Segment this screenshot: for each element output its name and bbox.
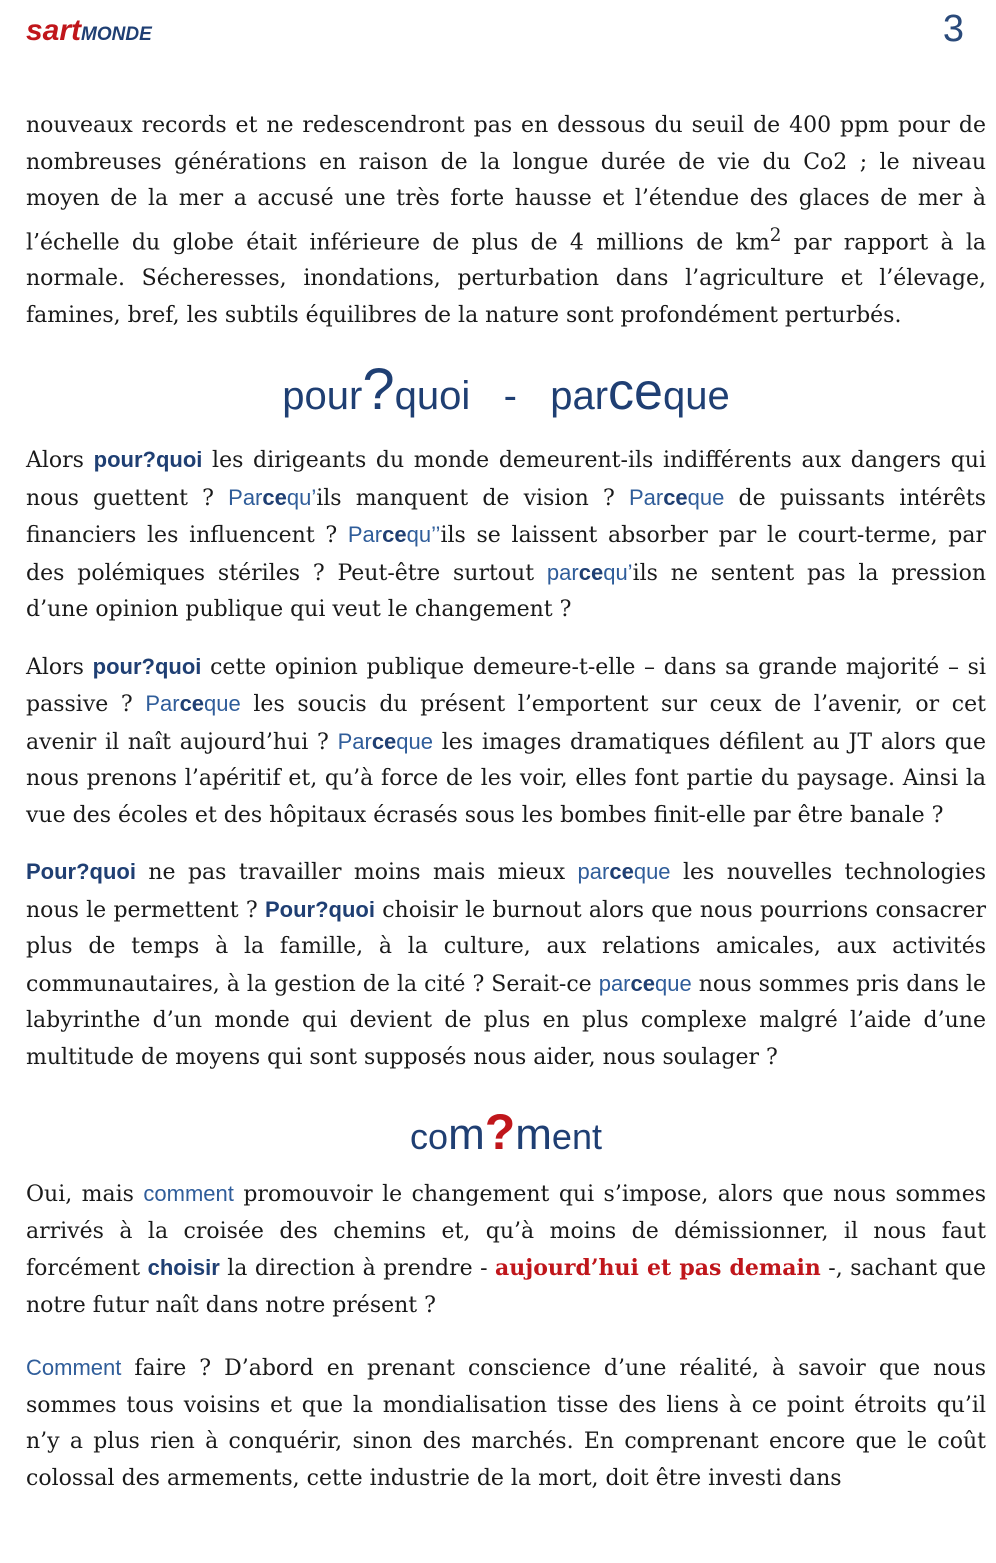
section-heading-comment: com?ment: [410, 1104, 602, 1161]
paragraph-4: Pour?quoi ne pas travailler moins mais mieux parceque les nouvelles technologies nous le permettent ? Pour?quoi choisir le burnout alors que nous pourrions consacrer plus de temps à la famille, à la culture, aux relations amicales, aux activités communautaires, à la gestion de la cité ? Serait-ce parceque nous sommes pris dans le labyrinthe d’un monde qui devient de plus en plus complexe malgré l’aide d’une multitude de moyens qui sont supposés nous aider, nous soulager ?: [26, 859, 986, 1070]
section-heading-pourquoi-parceque: pour?quoi - parceque: [282, 357, 730, 423]
superscript: 2: [769, 224, 782, 246]
brand-logo: [26, 14, 152, 48]
paragraph-2: Alors pour?quoi les dirigeants du monde demeurent-ils indifférents aux dangers qui nous guettent ? Parcequ’ils manquent de vision ? Parceque de puissants intérêts financiers les influencent ? Parcequ’’ils se laissent absorber par le court-terme, par des polémiques stériles ? Peut-être surtout parcequ’ils ne sentent pas la pression d’une opinion publique qui veut le changement ?: [26, 447, 987, 623]
document-body: [26, 108, 986, 1497]
paragraph-5: Oui, mais comment promouvoir le changement qui s’impose, alors que nous sommes arrivés à la croisée des chemins et, qu’à moins de démissionner, il nous faut forcément choisir la direction à prendre - aujourd’hui et pas demain -, sachant que notre futur naît dans notre présent ?: [26, 1181, 987, 1318]
paragraph-6: Comment faire ? D’abord en prenant conscience d’une réalité, à savoir que nous sommes tous voisins et que la mondialisation tisse des liens à ce point étroits qu’il n’y a plus rien à conquérir, sinon des marchés. En comprenant encore que le coût colossal des armements, cette industrie de la mort, doit être investi dans: [26, 1355, 986, 1491]
paragraph-1: nouveaux records et ne redescendront pas en dessous du seuil de 400 ppm pour de nombreuses générations en raison de la longue durée de vie du Co2 ; le niveau moyen de la mer a accusé une très forte hausse et l’étendue des glaces de mer à l’échelle du globe était inférieure de plus de 4 millions de $km^2$ par rapport à la normale. Sécheresses, inondations, perturbation dans l’agriculture et l’élevage, famines, bref, les subtils équilibres de la nature sont profondément perturbés.: [26, 113, 986, 328]
paragraph-3: Alors pour?quoi cette opinion publique demeure-t-elle – dans sa grande majorité – si passive ? Parceque les soucis du présent l’emportent sur ceux de l’avenir, or cet avenir il naît aujourd’hui ? Parceque les images dramatiques défilent au JT alors que nous prenons l’apéritif et, qu’à force de les voir, elles font partie du paysage. Ainsi la vue des écoles et des hôpitaux écrasés sous les bombes finit-elle par être banale ?: [26, 653, 986, 828]
logo-monde: MONDE: [81, 24, 152, 45]
logo-sart: sart: [26, 14, 82, 47]
page-number: 3: [942, 8, 964, 50]
